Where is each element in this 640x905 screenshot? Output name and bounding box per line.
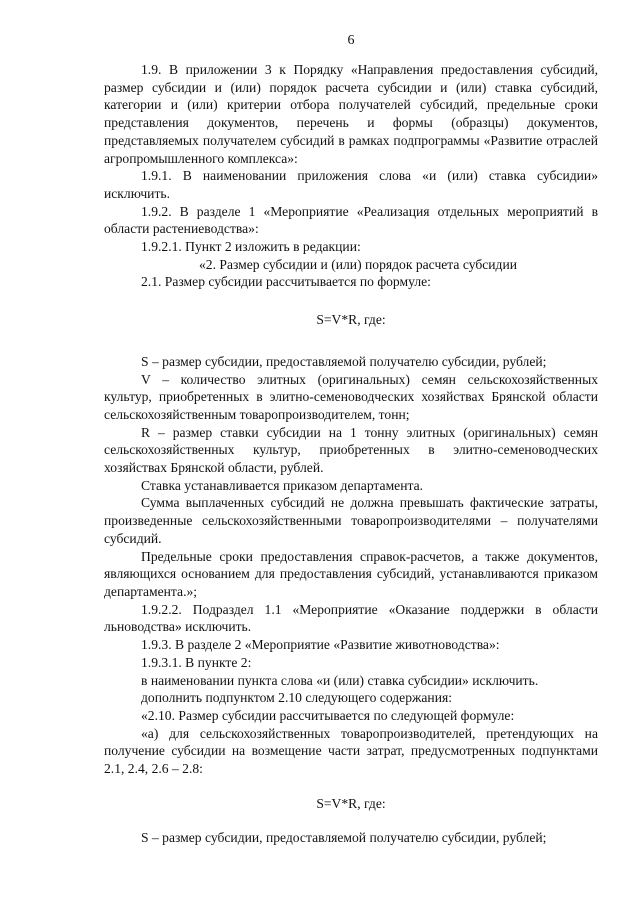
formula-second: S=V*R, где:: [316, 795, 386, 811]
paragraph-1-9: 1.9. В приложении 3 к Порядку «Направления предоставления субсидий, размер субсидии и (или) порядок расчета субсидии и (или) ставка субсидий, категории и (или) критерии отбора получателей субсидий, предельные сроки представления документов, перечень и формы (образцы) документов, представляемых получателем субсидий в рамках подпрограммы «Развитие отраслей агропромышленного комплекса»:: [104, 62, 598, 166]
naming-change: в наименовании пункта слова «и (или) ставка субсидии» исключить.: [141, 672, 539, 688]
document-body: [104, 61, 598, 847]
rate-statement: Ставка устанавливается приказом департамента.: [141, 477, 424, 493]
paragraph-1-9-2-1: 1.9.2.1. Пункт 2 изложить в редакции:: [141, 239, 361, 255]
paragraph-1-9-3-1: 1.9.3.1. В пункте 2:: [141, 654, 252, 670]
definition-s-second: S – размер субсидии, предоставляемой получателю субсидии, рублей;: [141, 830, 547, 846]
subsidy-limit: Сумма выплаченных субсидий не должна превышать фактические затраты, произведенные сельскохозяйственными товаропроизводителями – получателями субсидий.: [104, 495, 598, 546]
paragraph-1-9-3: 1.9.3. В разделе 2 «Мероприятие «Развитие животноводства»:: [141, 637, 500, 653]
quoted-heading: «2. Размер субсидии и (или) порядок расчета субсидии: [199, 256, 518, 272]
paragraph-2-10: «2.10. Размер субсидии рассчитывается по следующей формуле:: [141, 707, 515, 723]
formula: S=V*R, где:: [316, 312, 386, 328]
definition-r: R – размер ставки субсидии на 1 тонну элитных (оригинальных) семян сельскохозяйственных культур, приобретенных в элитно-семеноводческих хозяйствах Брянской области, рублей.: [104, 424, 598, 476]
paragraph-1-9-2-2: 1.9.2.2. Подраздел 1.1 «Мероприятие «Оказание поддержки в области льноводства» исключить.: [104, 601, 598, 635]
definition-v: V – количество элитных (оригинальных) семян сельскохозяйственных культур, приобретенных в элитно-семеноводческих хозяйствах Брянской области сельскохозяйственным товаропроизводителем, тонн;: [104, 371, 598, 422]
subparagraph-a: «а) для сельскохозяйственных товаропроизводителей, претендующих на получение субсидии на возмещение части затрат, предусмотренных подпунктами 2.1, 2.4, 2.6 – 2.8:: [104, 725, 598, 777]
deadlines-statement: Предельные сроки предоставления справок-расчетов, а также документов, являющихся основанием для предоставления субсидий, устанавливаются приказом департамента.»;: [104, 548, 598, 599]
definition-s: S – размер субсидии, предоставляемой получателю субсидии, рублей;: [141, 353, 547, 369]
supplement-note: дополнить подпунктом 2.10 следующего содержания:: [141, 690, 452, 706]
paragraph-2-1: 2.1. Размер субсидии рассчитывается по формуле:: [141, 274, 431, 290]
paragraph-1-9-1: 1.9.1. В наименовании приложения слова «и (или) ставка субсидии» исключить.: [104, 168, 598, 201]
paragraph-1-9-2: 1.9.2. В разделе 1 «Мероприятие «Реализация отдельных мероприятий в области растениеводства»:: [104, 203, 598, 237]
page-number: 6: [347, 33, 355, 48]
